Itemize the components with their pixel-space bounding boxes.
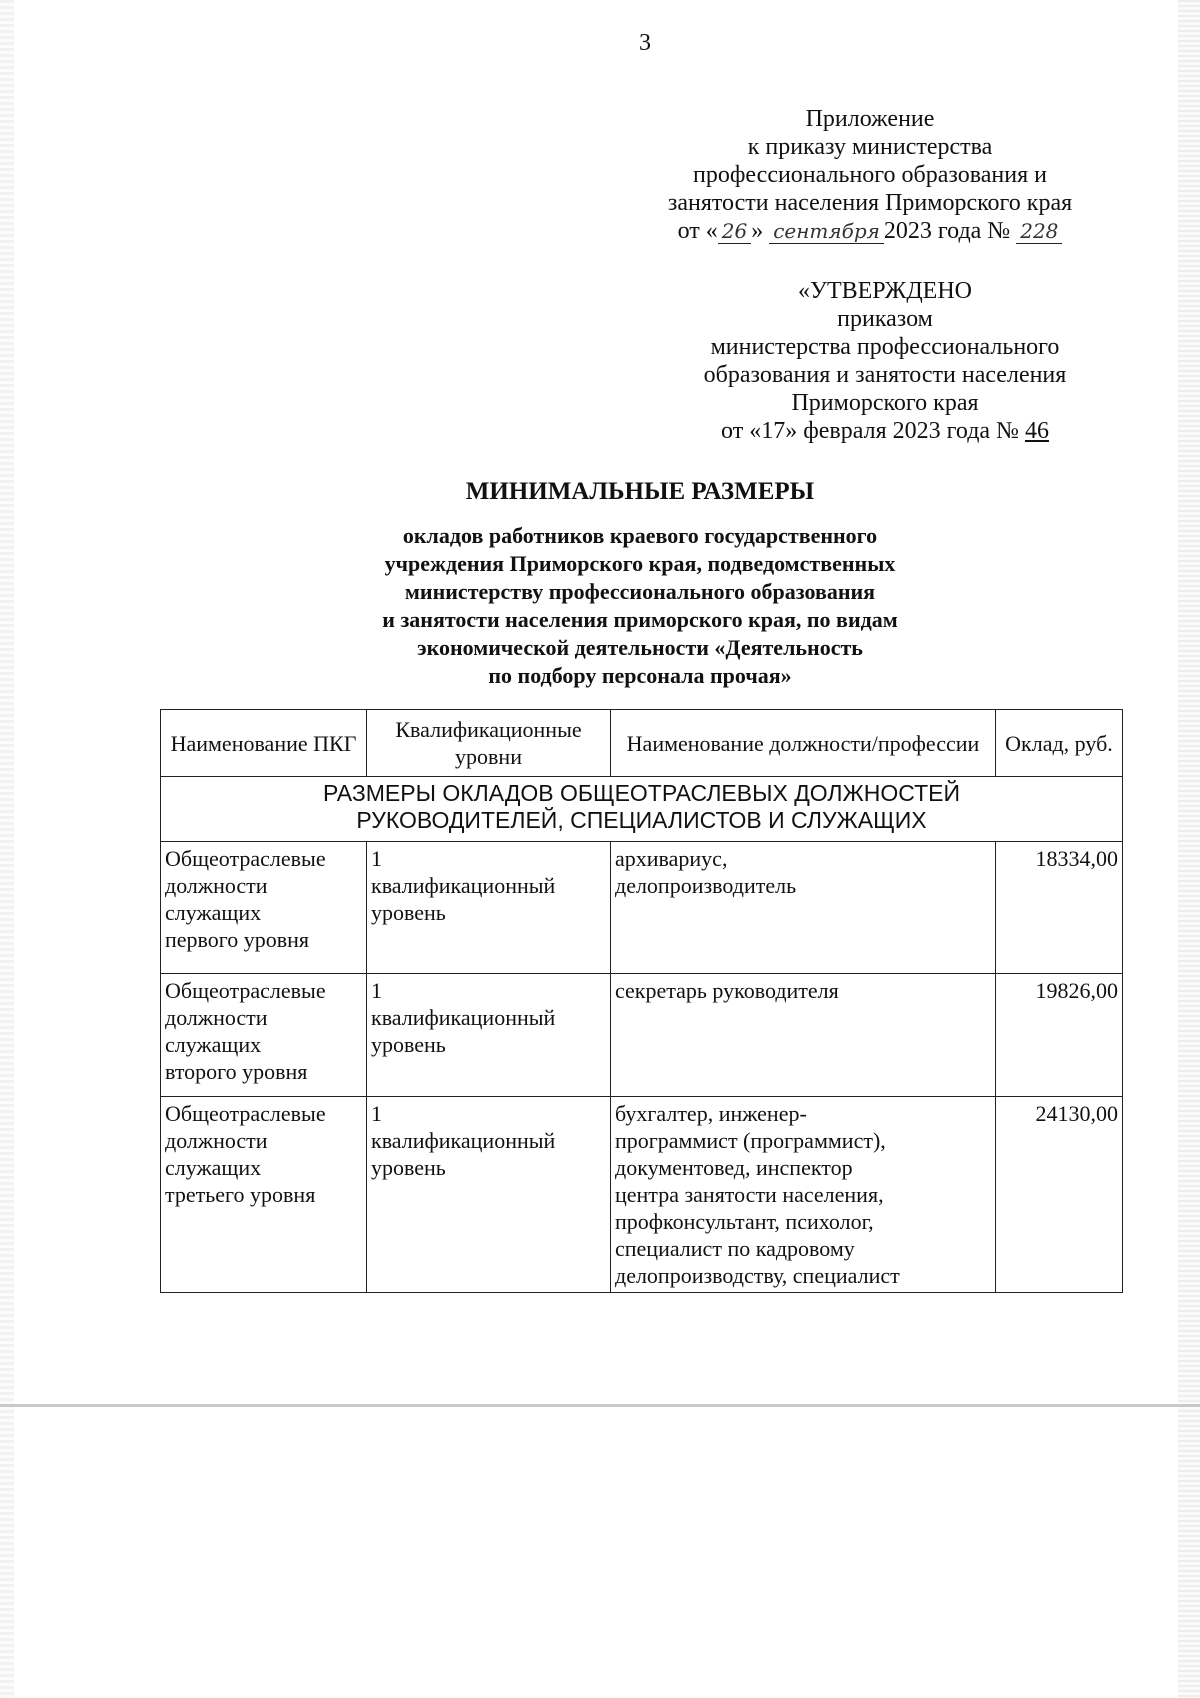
cell-line: квалификационный xyxy=(371,873,556,898)
cell-line: уровень xyxy=(371,900,446,925)
subtitle-line: министерству профессионального образования xyxy=(404,579,876,604)
cell-line: 1 xyxy=(371,846,382,871)
cell-line: специалист по кадровому xyxy=(615,1236,855,1261)
subtitle-line: экономической деятельности «Деятельность xyxy=(417,635,863,660)
cell-line: Общеотраслевые xyxy=(165,846,326,871)
cell-line: 1 xyxy=(371,978,382,1003)
table-row xyxy=(161,842,1123,974)
approved-date-line xyxy=(650,417,1120,445)
cell-line: Общеотраслевые xyxy=(165,978,326,1003)
header-position-name: Наименование должности/профессии xyxy=(611,710,996,777)
cell-salary: 19826,00 xyxy=(996,974,1123,1097)
table-header-row xyxy=(161,710,1123,777)
subtitle-line: по подбору персонала прочая» xyxy=(488,663,792,688)
table-row xyxy=(161,974,1123,1097)
section-title-line: РУКОВОДИТЕЛЕЙ, СПЕЦИАЛИСТОВ И СЛУЖАЩИХ xyxy=(356,807,927,833)
cell-line: 1 xyxy=(371,1101,382,1126)
subtitle-line: окладов работников краевого государственного xyxy=(402,523,878,548)
cell-positions xyxy=(611,974,996,1097)
document-subtitle xyxy=(240,522,1040,690)
salary-table xyxy=(160,709,1123,1293)
date-prefix: от « xyxy=(677,218,718,244)
appendix-line: профессионального образования и xyxy=(693,162,1047,188)
scan-edge-right xyxy=(1178,0,1200,1698)
approved-line: «УТВЕРЖДЕНО xyxy=(797,278,973,304)
cell-line: уровень xyxy=(371,1155,446,1180)
cell-line: программист (программист), xyxy=(615,1128,886,1153)
handwritten-number: 228 xyxy=(1016,219,1062,244)
cell-line: профконсультант, психолог, xyxy=(615,1209,874,1234)
header-pkg: Наименование ПКГ xyxy=(161,710,367,777)
cell-line: служащих xyxy=(165,900,262,925)
approved-date-text: от «17» февраля 2023 года № xyxy=(721,418,1025,444)
section-title-line: РАЗМЕРЫ ОКЛАДОВ ОБЩЕОТРАСЛЕВЫХ ДОЛЖНОСТЕЙ xyxy=(322,780,961,806)
cell-line: третьего уровня xyxy=(165,1182,316,1207)
cell-group xyxy=(161,974,367,1097)
section-title xyxy=(161,777,1123,842)
scan-bottom-edge xyxy=(0,1404,1200,1407)
cell-group xyxy=(161,1097,367,1293)
appendix-line: Приложение xyxy=(805,106,935,132)
header-qualification-levels: Квалификационные уровни xyxy=(367,710,611,777)
cell-line: архивариус, xyxy=(615,846,728,871)
cell-line: квалификационный xyxy=(371,1005,556,1030)
scan-edge-left xyxy=(0,0,14,1698)
subtitle-line: учреждения Приморского края, подведомственных xyxy=(384,551,896,576)
cell-line: должности xyxy=(165,1005,268,1030)
cell-line: документовед, инспектор xyxy=(615,1155,853,1180)
cell-line: должности xyxy=(165,873,268,898)
cell-line: второго уровня xyxy=(165,1059,308,1084)
cell-line: уровень xyxy=(371,1032,446,1057)
cell-salary: 18334,00 xyxy=(996,842,1123,974)
handwritten-day: 26 xyxy=(718,219,751,244)
approved-line: министерства профессионального xyxy=(710,334,1060,360)
cell-line: первого уровня xyxy=(165,927,310,952)
cell-positions xyxy=(611,1097,996,1293)
cell-level xyxy=(367,842,611,974)
cell-line: секретарь руководителя xyxy=(615,978,839,1003)
approved-line: образования и занятости населения xyxy=(703,362,1067,388)
cell-positions xyxy=(611,842,996,974)
cell-line: центра занятости населения, xyxy=(615,1182,884,1207)
header-salary: Оклад, руб. xyxy=(996,710,1123,777)
document-title: МИНИМАЛЬНЫЕ РАЗМЕРЫ xyxy=(465,478,815,505)
table-row xyxy=(161,1097,1123,1293)
appendix-block xyxy=(620,105,1120,245)
cell-level xyxy=(367,974,611,1097)
cell-salary: 24130,00 xyxy=(996,1097,1123,1293)
cell-line: бухгалтер, инженер- xyxy=(615,1101,807,1126)
date-separator: » xyxy=(751,218,770,244)
approved-line: Приморского края xyxy=(791,390,979,416)
appendix-date-line xyxy=(620,217,1120,245)
page-number: 3 xyxy=(639,30,651,56)
cell-line: Общеотраслевые xyxy=(165,1101,326,1126)
handwritten-month: сентября xyxy=(769,219,884,244)
approved-block xyxy=(650,277,1120,445)
cell-line: квалификационный xyxy=(371,1128,556,1153)
approved-line: приказом xyxy=(837,306,933,332)
appendix-line: занятости населения Приморского края xyxy=(667,190,1073,216)
cell-line: делопроизводству, специалист xyxy=(615,1263,900,1288)
appendix-line: к приказу министерства xyxy=(747,134,993,160)
cell-line: должности xyxy=(165,1128,268,1153)
cell-line: служащих xyxy=(165,1032,262,1057)
cell-line: служащих xyxy=(165,1155,262,1180)
approved-order-number: 46 xyxy=(1024,418,1049,444)
date-year: 2023 года № xyxy=(883,218,1011,244)
cell-line: делопроизводитель xyxy=(615,873,797,898)
cell-level xyxy=(367,1097,611,1293)
subtitle-line: и занятости населения приморского края, по видам xyxy=(382,607,898,632)
table-section-row xyxy=(161,777,1123,842)
cell-group xyxy=(161,842,367,974)
